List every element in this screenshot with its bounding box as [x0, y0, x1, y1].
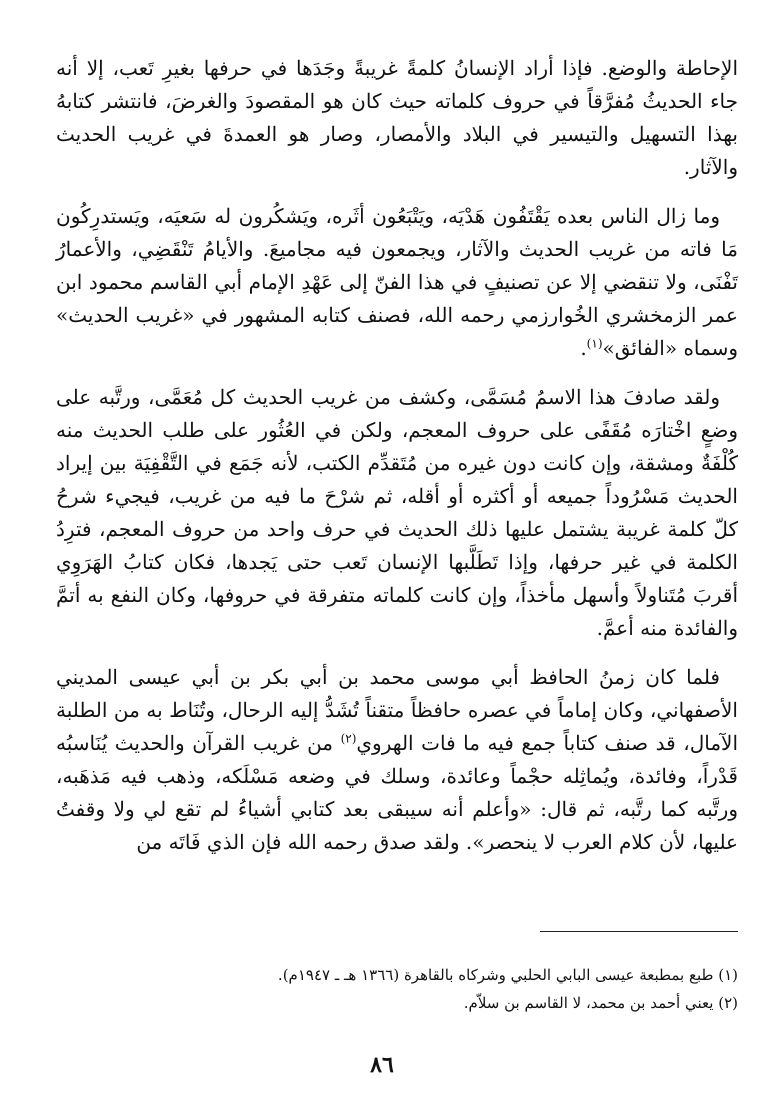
paragraph-1-text: الإحاطة والوضع. فإذا أراد الإنسانُ كلمةً غريبةً وجَدَها في حرفها بغيرِ تَعب، إلا أنه جاء الحديثُ مُفرَّقاً في حروف كلماته حيث كان هو المقصودَ والغرضَ، فانتشر كتابهُ بهذا التسهيل والتيسير في البلاد والأمصار، وصار هو العمدةَ في غريب الحديث والآثار.: [56, 56, 738, 179]
paragraph-4-tail: من غريب القرآن والحديث يُنَاسبُه قَدْراً، وفائدة، ويُماثِله حجْماً وعائدة، وسلك في وضعه مَسْلَكه، وذهب فيه مَذهَبه، ورتَّبه كما رتَّبه، ثم قال: «وأعلم أنه سيبقى بعد كتابي أشياءُ لم تقع لي ولا وقفتُ عليها، لأن كلام العرب لا ينحصر». ولقد صدق رحمه الله فإن الذي فَاتَه من: [56, 731, 738, 854]
footnote-divider: [540, 931, 738, 932]
paragraph-2: [56, 200, 738, 365]
paragraph-1: [56, 52, 738, 184]
paragraph-4: [56, 661, 738, 859]
paragraph-3-text: ولقد صادفَ هذا الاسمُ مُسَمَّى، وكشف من غريب الحديث كل مُعَمَّى، ورتَّبه على وضعٍ اخْتارَه مُقَفًى على حروف المعجم، ولكن في العُثُور على طلب الحديث منه كُلْفَةٌ ومشقة، وإن كانت دون غيره من مُتَقدِّم الكتب، لأنه جَمَع في التَّقْفِيَة بين إيراد الحديث مَسْرُوداً جميعه أو أكثره أو أقله، ثم شرْحَ ما فيه من غريب، فيجيء شرحُ كلّ كلمة غريبة يشتمل عليها ذلك الحديث في حرف واحد من حروف المعجم، فترِدُ الكلمة في غير حرفها، وإذا تَطَلَّبها الإنسان تَعب حتى يَجدها، فكان كتابُ الهَرَوِي أقربَ مُتَناولاً وأسهل مأخذاً، وإن كانت كلماته متفرقة في حروفها، وكان النفع به أتمَّ والفائدة منه أعمَّ.: [56, 385, 738, 640]
paragraph-3: [56, 381, 738, 645]
paragraph-2-text: وما زال الناس بعده يَقْتَفُون هَدْيَه، ويَتْبَعُون أثَره، ويَشكُرون له سَعيَه، ويَستدرِكُون مَا فاته من غريب الحديث والآثار، ويجمعون فيه مجاميعَ. والأيامُ تَنْقَضِي، والأعمارُ تَفْنَى، ولا تنقضي إلا عن تصنيفٍ في هذا الفنّ إلى عَهْدِ الإمام أبي القاسم محمود ابن عمر الزمخشري الخُوارزمي رحمه الله، فصنف كتابه المشهور في «غريب الحديث» وسماه «الفائق»: [56, 204, 738, 360]
footnote-ref-1: (١): [586, 336, 603, 351]
paragraph-4-text: فلما كان زمنُ الحافظ أبي موسى محمد بن أبي بكر بن أبي عيسى المديني الأصفهاني، وكان إماماً في عصره حافظاً متقناً تُشَدُّ إليه الرحال، وتُنَاط به من الطلبة الآمال، قد صنف كتاباً جمع فيه ما فات الهروي: [56, 665, 738, 755]
page-body: [56, 52, 738, 1072]
footnote-2: [56, 989, 738, 1017]
footnote-2-text: يعني أحمد بن محمد، لا القاسم بن سلاّم.: [463, 994, 714, 1012]
page-number: ٨٦: [370, 1052, 394, 1078]
footnote-1-number: (١): [718, 966, 738, 984]
footnote-1-text: طبع بمطبعة عيسى البابي الحلبي وشركاه بالقاهرة (١٣٦٦ هـ ـ ١٩٤٧م).: [277, 966, 714, 984]
footnote-1: [56, 961, 738, 989]
footnote-ref-2: (٢): [340, 731, 357, 746]
paragraph-2-tail: .: [580, 336, 587, 360]
footnotes: [56, 961, 738, 1017]
footnote-2-number: (٢): [718, 994, 738, 1012]
